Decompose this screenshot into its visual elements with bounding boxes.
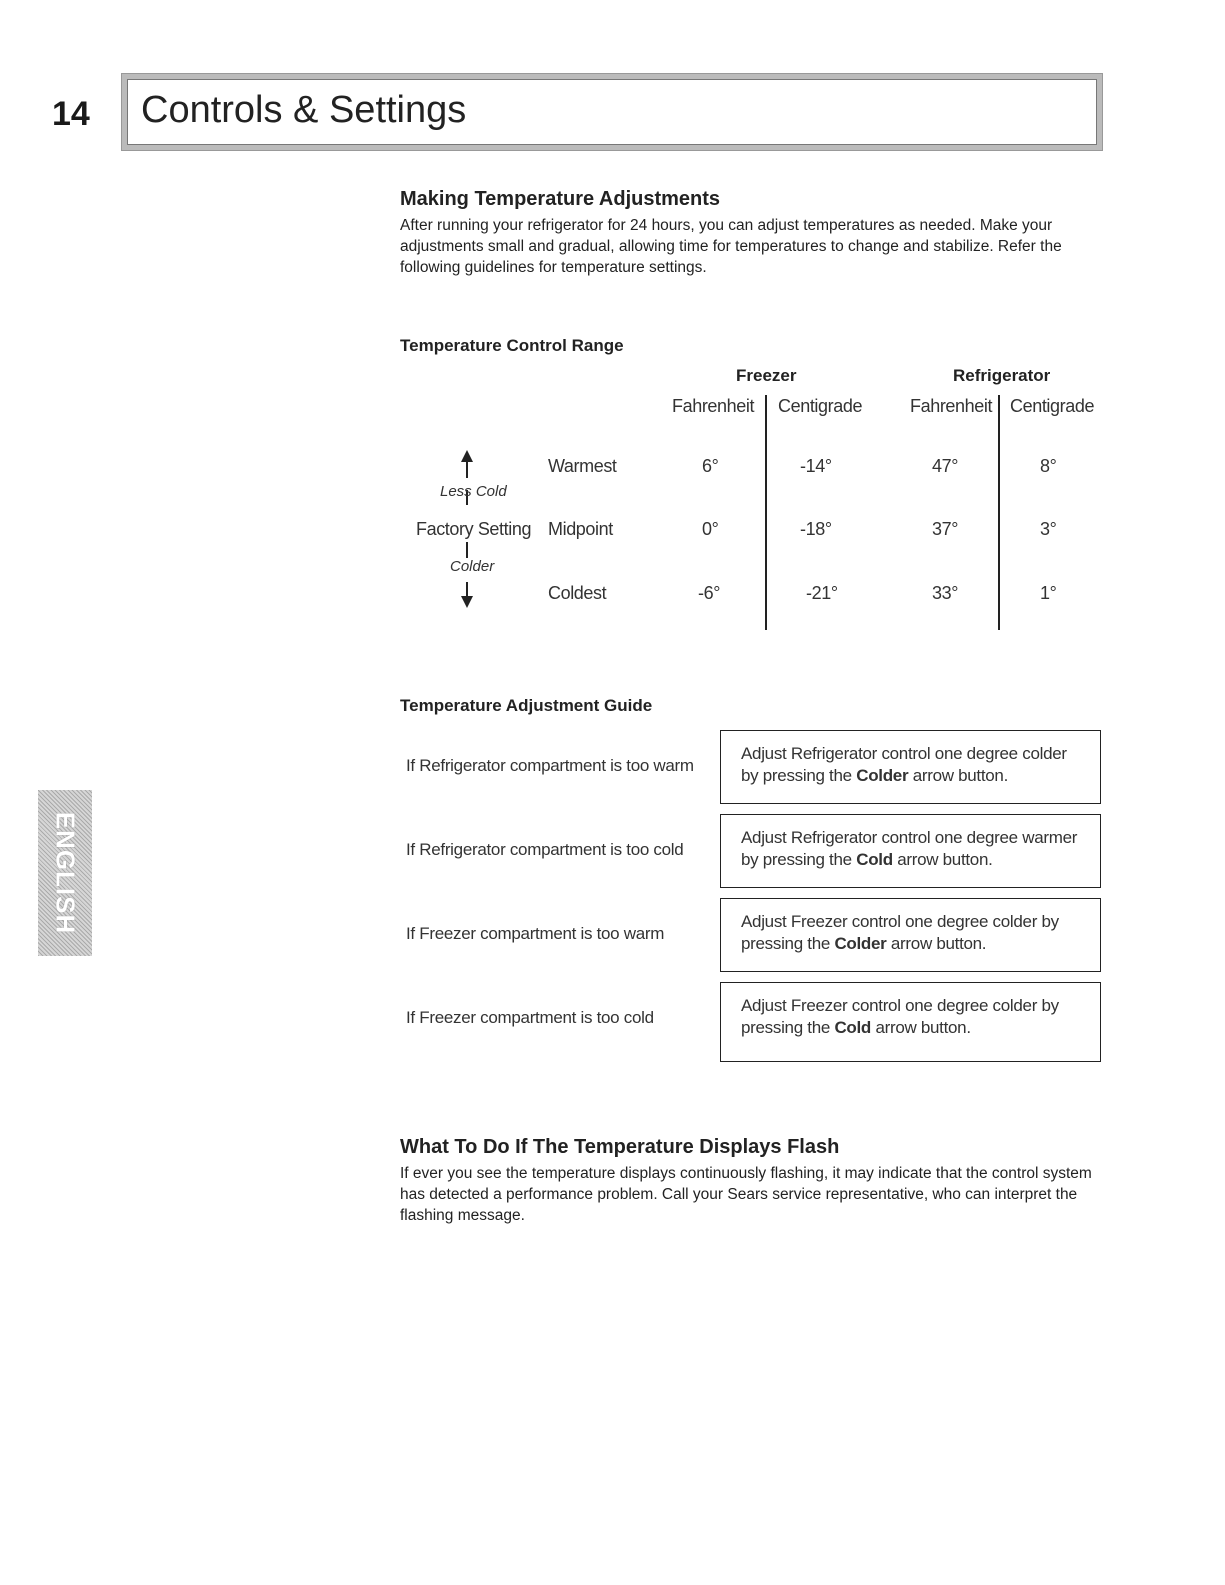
guide-action-box bbox=[720, 730, 1101, 804]
page-header bbox=[122, 74, 1102, 150]
freezer-f-value: 0° bbox=[702, 519, 719, 539]
section-temperature-adjustments bbox=[400, 188, 1100, 278]
guide-condition: If Freezer compartment is too cold bbox=[406, 1008, 654, 1027]
freezer-c-value: -18° bbox=[800, 519, 832, 539]
guide-heading: Temperature Adjustment Guide bbox=[400, 696, 653, 715]
guide-condition: If Freezer compartment is too warm bbox=[406, 924, 665, 943]
guide-action-text: Adjust Freezer control one degree colder by pressing the Cold arrow button. bbox=[741, 996, 1059, 1037]
factory-setting-label: Factory Setting bbox=[416, 519, 532, 539]
refrigerator-c-value: 8° bbox=[1040, 456, 1057, 476]
guide-action-text: Adjust Freezer control one degree colder by pressing the Colder arrow button. bbox=[741, 912, 1059, 953]
refrigerator-header: Refrigerator bbox=[953, 366, 1051, 385]
freezer-centigrade-header: Centigrade bbox=[778, 396, 863, 416]
freezer-f-value: 6° bbox=[702, 456, 719, 476]
guide-condition: If Refrigerator compartment is too cold bbox=[406, 840, 684, 859]
freezer-c-value: -14° bbox=[800, 456, 832, 476]
refrigerator-f-value: 47° bbox=[932, 456, 959, 476]
colder-label: Colder bbox=[450, 558, 495, 575]
refrigerator-c-value: 3° bbox=[1040, 519, 1057, 539]
freezer-c-value: -21° bbox=[806, 583, 838, 603]
refrigerator-f-value: 33° bbox=[932, 583, 959, 603]
refrigerator-fahrenheit-header: Fahrenheit bbox=[910, 396, 993, 416]
guide-action-text: Adjust Refrigerator control one degree colder by pressing the Colder arrow button. bbox=[741, 744, 1067, 785]
range-heading: Temperature Control Range bbox=[400, 336, 624, 355]
section-body: After running your refrigerator for 24 hours, you can adjust temperatures as needed. Make your adjustments small and gradual, allowing time for temperatures to change and stabilize. Refer the following guidelines for temperature settings. bbox=[400, 217, 1062, 276]
language-tab-label: ENGLISH bbox=[50, 811, 81, 935]
page-number: 14 bbox=[52, 95, 90, 133]
section-heading: Making Temperature Adjustments bbox=[400, 188, 721, 210]
guide-action-box bbox=[720, 814, 1101, 888]
section-temperature-displays-flash bbox=[400, 1136, 1100, 1226]
freezer-header: Freezer bbox=[736, 366, 797, 385]
less-cold-label: Less Cold bbox=[440, 483, 507, 500]
column-divider bbox=[998, 395, 1000, 630]
column-divider bbox=[765, 395, 767, 630]
refrigerator-f-value: 37° bbox=[932, 519, 959, 539]
row-label: Coldest bbox=[548, 583, 607, 603]
refrigerator-centigrade-header: Centigrade bbox=[1010, 396, 1095, 416]
section-heading: What To Do If The Temperature Displays Flash bbox=[400, 1136, 840, 1158]
row-label: Midpoint bbox=[548, 519, 613, 539]
guide-action-box bbox=[720, 898, 1101, 972]
row-label: Warmest bbox=[548, 456, 617, 476]
guide-action-box bbox=[720, 982, 1101, 1062]
section-body: If ever you see the temperature displays continuously flashing, it may indicate that the control system has detected a performance problem. Call your Sears service representative, who can interpret the flashing message. bbox=[400, 1165, 1092, 1224]
language-tab bbox=[38, 790, 92, 956]
page-title: Controls & Settings bbox=[141, 89, 467, 131]
refrigerator-c-value: 1° bbox=[1040, 583, 1057, 603]
guide-condition: If Refrigerator compartment is too warm bbox=[406, 756, 694, 775]
guide-action-text: Adjust Refrigerator control one degree warmer by pressing the Cold arrow button. bbox=[741, 828, 1078, 869]
freezer-fahrenheit-header: Fahrenheit bbox=[672, 396, 755, 416]
freezer-f-value: -6° bbox=[698, 583, 721, 603]
